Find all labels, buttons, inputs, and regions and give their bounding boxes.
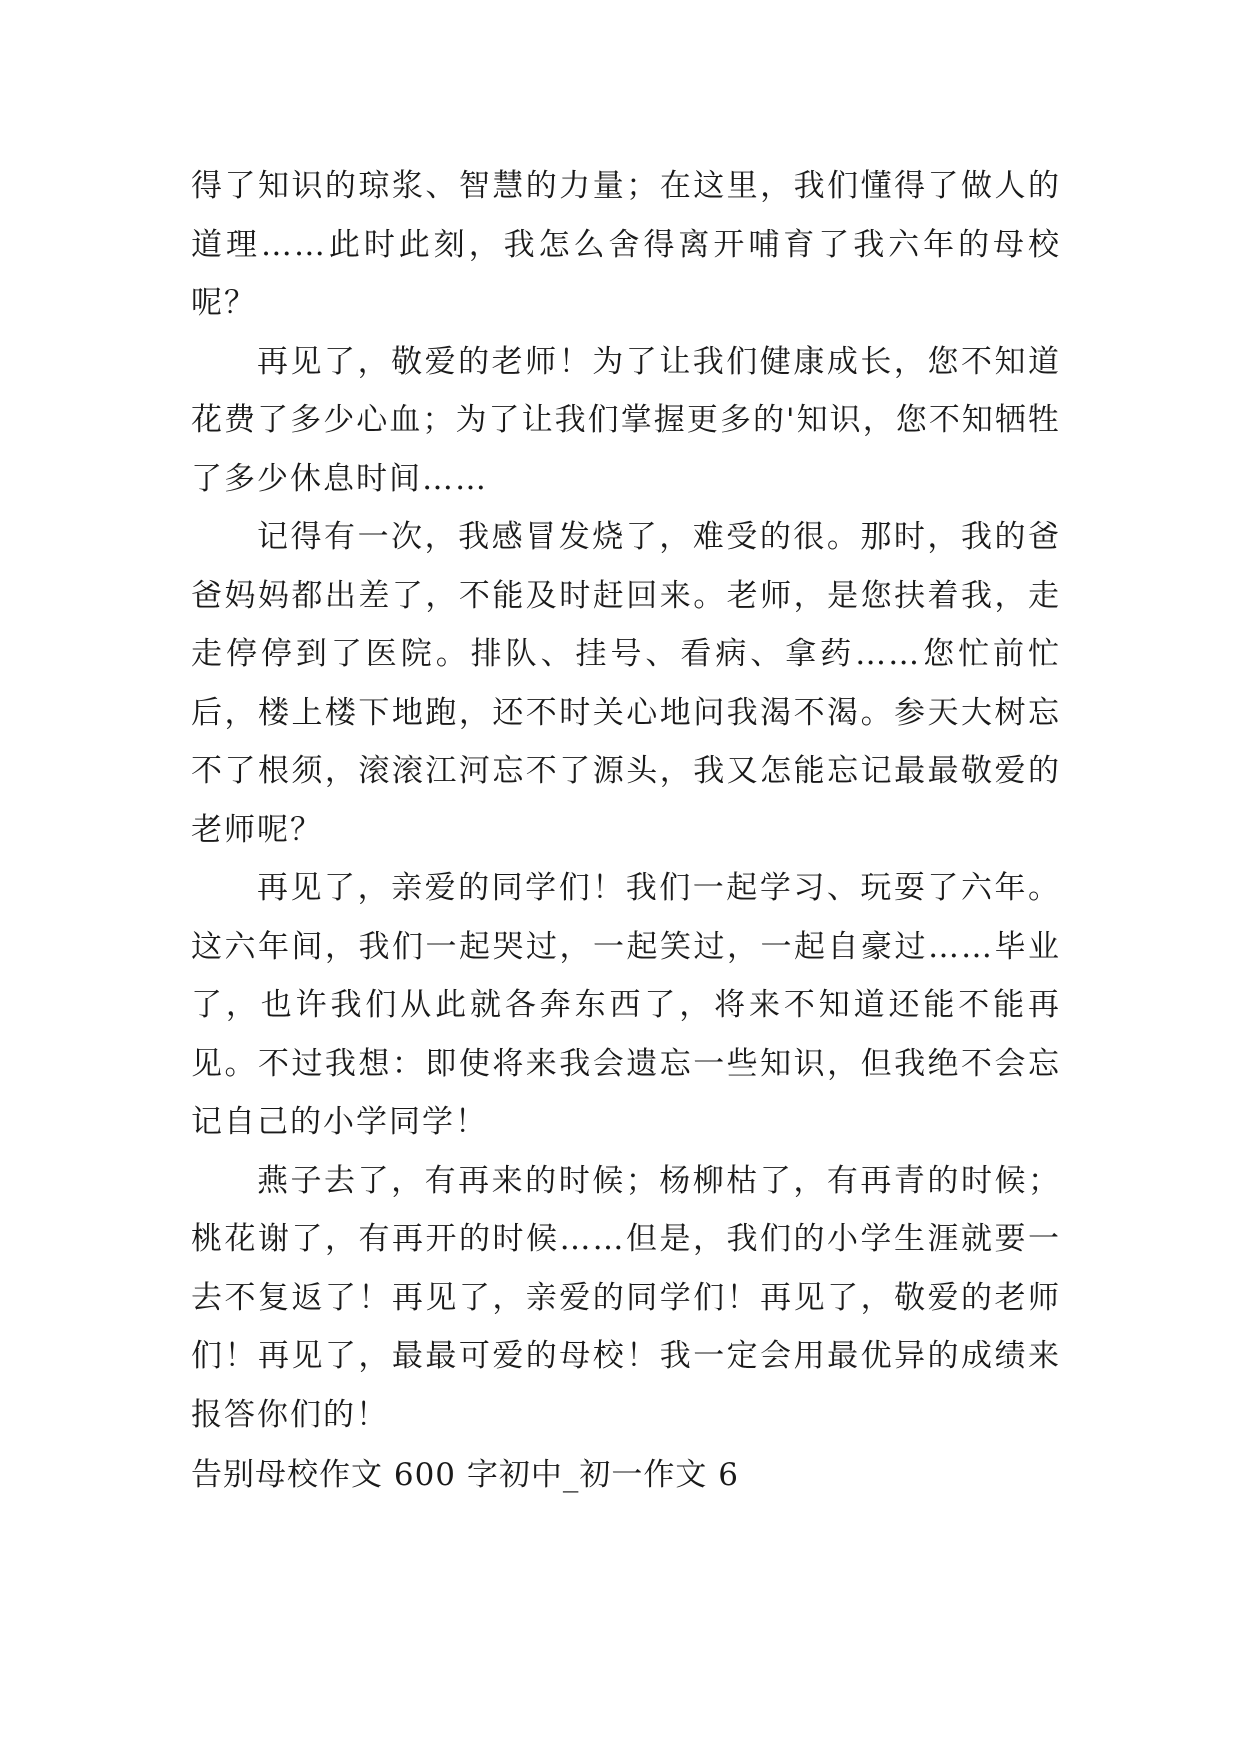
paragraph-memory-fever: 记得有一次，我感冒发烧了，难受的很。那时，我的爸爸妈妈都出差了，不能及时赶回来。老师，是您扶着我，走走停停到了医院。排队、挂号、看病、拿药……您忙前忙后，楼上楼下地跑，还不时关心地问我渴不渴。参天大树忘不了根须，滚滚江河忘不了源头，我又怎能忘记最最敬爱的老师呢？: [191, 519, 1061, 848]
essay-body: [191, 157, 1061, 1444]
paragraph-continuation: 得了知识的琼浆、智慧的力量；在这里，我们懂得了做人的道理……此时此刻，我怎么舍得离开哺育了我六年的母校呢？: [191, 168, 1061, 321]
paragraph-closing: 燕子去了，有再来的时候；杨柳枯了，有再青的时候；桃花谢了，有再开的时候……但是，我们的小学生涯就要一去不复返了！再见了，亲爱的同学们！再见了，敬爱的老师们！再见了，最最可爱的母校！我一定会用最优异的成绩来报答你们的！: [191, 1162, 1061, 1433]
paragraph-farewell-teacher: 再见了，敬爱的老师！为了让我们健康成长，您不知道花费了多少心血；为了让我们掌握更多的'知识，您不知牺牲了多少休息时间……: [191, 343, 1061, 497]
next-essay-title: 告别母校作文 600 字初中_初一作文 6: [191, 1457, 739, 1493]
paragraph-farewell-classmates: 再见了，亲爱的同学们！我们一起学习、玩耍了六年。这六年间，我们一起哭过，一起笑过，一起自豪过……毕业了，也许我们从此就各奔东西了，将来不知道还能不能再见。不过我想：即使将来我会遗忘一些知识，但我绝不会忘记自己的小学同学！: [191, 870, 1061, 1140]
